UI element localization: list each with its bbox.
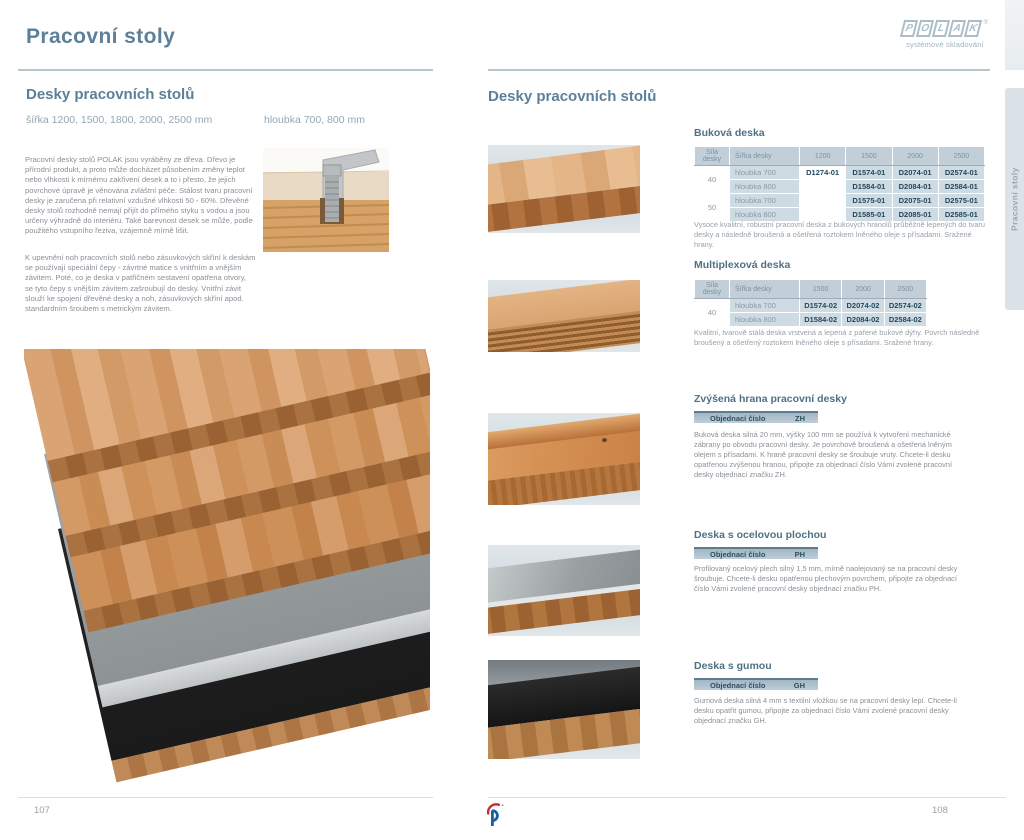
order-code-cell: D1584-01 <box>846 180 892 194</box>
column-header-width: 1500 <box>846 147 892 166</box>
thickness-cell: 40 <box>695 299 730 327</box>
zh-description: Buková deska silná 20 mm, výšky 100 mm se používá k vytvoření mechanické zábrany po obvodu pracovní desky. Je povrchově broušená a ošetřená lněným olejem s přísadami. K hraně pracovní desky se šroubuje vruty. Chcete-li desku opatřenou zvýšenou hranou, připojte za objednací číslo Vámi zvolené pracovní desky objednací značku ZH. <box>694 430 953 480</box>
order-code: GH <box>793 680 805 690</box>
polak-p-icon <box>486 802 506 828</box>
column-header-width: 1500 <box>800 280 842 299</box>
header-rule-left <box>18 69 433 71</box>
chapter-side-tab-label: Pracovní stoly <box>1009 167 1020 231</box>
steel-surface-board-photo <box>488 545 640 636</box>
section-title-multiplex: Multiplexová deska <box>694 259 791 271</box>
order-code-cell: D2585-01 <box>938 208 984 222</box>
column-header-sirka: Šířka desky <box>730 147 800 166</box>
depth-cell: hloubka 800 <box>730 180 800 194</box>
footer-rule-left <box>18 797 433 798</box>
right-edge-band <box>1005 0 1024 70</box>
section-title-bukova: Buková deska <box>694 127 765 139</box>
page-number-left: 107 <box>34 805 50 816</box>
multiplex-caption: Kvalitní, tvarově stálá deska vrstvená a lepená z pařené bukové dýhy. Povrch následně broušený a ošetřený roztokem lněného oleje s přísadami. Sražené hrany. <box>694 328 980 348</box>
order-code-cell: D2584-01 <box>938 180 984 194</box>
left-page-heading: Desky pracovních stolů <box>26 86 195 103</box>
depth-dimensions: hloubka 700, 800 mm <box>264 114 365 126</box>
depth-cell: hloubka 700 <box>730 299 800 313</box>
logo-letter: O <box>916 20 934 37</box>
order-code-cell: D1574-02 <box>800 299 842 313</box>
table-row <box>695 299 927 313</box>
order-code-cell: D1274-01 <box>800 166 846 180</box>
table-row <box>695 194 985 208</box>
order-number-label: Objednací číslo <box>710 680 766 690</box>
stacked-worktops-photo <box>24 349 430 795</box>
ph-order-bar <box>694 547 818 559</box>
header-rule-right <box>488 69 990 71</box>
table-row <box>695 180 985 194</box>
table-row <box>695 313 927 327</box>
width-dimensions: šířka 1200, 1500, 1800, 2000, 2500 mm <box>26 114 213 126</box>
intro-paragraph-2: K upevnění noh pracovních stolů nebo zásuvkových skříní k deskám se používají speciální čepy - závrtné matice s vnitřním a vnějším závitem. Poté, co je deska v patřičném sestavení opatřena otvory, se tyto čepy s vnějším závitem zašroubují do desky. Vnitřní závit slouží ke spojení dřevěné desky a noh, zásuvkových skříní apod. standardním šroubem s metrickým závitem. <box>25 253 256 313</box>
chapter-side-tab <box>1005 88 1024 310</box>
bukova-caption: Vysoce kvalitní, robustní pracovní deska z bukových hranolů průběžně lepených do tvaru desky a následně broušená a ošetřená roztokem lněného oleje s přísadami. Sražené hrany. <box>694 220 986 250</box>
column-header-sila: Síla desky <box>695 280 730 299</box>
logo-letter: A <box>948 20 966 37</box>
column-header-width: 2000 <box>842 280 884 299</box>
column-header-width: 2500 <box>884 280 926 299</box>
depth-cell: hloubka 700 <box>730 194 800 208</box>
column-header-width: 2000 <box>892 147 938 166</box>
table-row <box>695 166 985 180</box>
order-code-cell: D2084-01 <box>892 180 938 194</box>
logo-letter: K <box>964 20 982 37</box>
zh-order-bar <box>694 411 818 423</box>
order-code-cell <box>800 194 846 208</box>
order-code-cell: D2084-02 <box>842 313 884 327</box>
column-header-sirka: Šířka desky <box>730 280 800 299</box>
order-code: PH <box>794 549 805 559</box>
raised-edge-board-photo <box>488 413 640 505</box>
order-code-cell: D2074-01 <box>892 166 938 180</box>
order-code-cell: D2574-02 <box>884 299 926 313</box>
column-header-sila: Síla desky <box>695 147 730 166</box>
intro-paragraph-1: Pracovní desky stolů POLAK jsou vyráběny ze dřeva. Dřevo je přírodní produkt, a proto může docházet působením změny teplot nebo vlhkosti k mírnému zakřivení desek a to i přesto, že jejich povrchové úpravě je věnována zvláštní péče. Stálost tvaru pracovní desky je zaručena při relativní vzdušné vlhkosti 50 - 60%. Dřevěné desky stolů rozhodně nemají přijít do přímého styku s vodou a jsou určeny výhradně do interiéru. Také barevnost desek se může, podle použitého vstupního řeziva, vzájemně mírně lišit. <box>25 155 253 236</box>
order-code-cell: D2584-02 <box>884 313 926 327</box>
gh-order-bar <box>694 678 818 690</box>
multiplex-order-table <box>694 279 927 327</box>
order-code-cell: D1585-01 <box>846 208 892 222</box>
section-title-zh: Zvýšená hrana pracovní desky <box>694 393 847 405</box>
page-title: Pracovní stoly <box>26 25 176 48</box>
depth-cell: hloubka 800 <box>730 313 800 327</box>
thickness-cell: 50 <box>695 194 730 222</box>
page-number-right: 108 <box>932 805 948 816</box>
fastener-detail-photo <box>263 148 389 252</box>
multiplex-board-photo <box>488 280 640 352</box>
order-code-cell: D2085-01 <box>892 208 938 222</box>
registered-mark: ® <box>983 20 988 26</box>
depth-cell: hloubka 800 <box>730 208 800 222</box>
order-number-label: Objednací číslo <box>710 413 766 423</box>
order-code-cell <box>800 180 846 194</box>
order-code-cell: D1575-01 <box>846 194 892 208</box>
ph-description: Profilovaný ocelový plech silný 1,5 mm, mírně naolejovaný se na pracovní desky šroubuje. Chcete-li desku opatřenou plechovým povrchem, připojte za objednací číslo Vámi zvolené pracovní desky objednací značku PH. <box>694 564 958 594</box>
beech-board-photo <box>488 145 640 233</box>
polak-logo <box>902 20 988 49</box>
rubber-surface-board-photo <box>488 660 640 759</box>
thickness-cell: 40 <box>695 166 730 194</box>
logo-letter: L <box>932 20 950 37</box>
logo-letter: P <box>900 20 918 37</box>
order-number-label: Objednací číslo <box>710 549 766 559</box>
footer-rule-right <box>488 797 1006 798</box>
column-header-width: 1200 <box>800 147 846 166</box>
depth-cell: hloubka 700 <box>730 166 800 180</box>
polak-logo-letters <box>902 20 988 37</box>
bukova-order-table <box>694 146 985 222</box>
order-code-cell: D1584-02 <box>800 313 842 327</box>
section-title-ph: Deska s ocelovou plochou <box>694 529 827 541</box>
gh-description: Gumová deska silná 4 mm s textilní vložkou se na pracovní desky lepí. Chcete-li desku opatřit gumou, připojte za objednací číslo Vámi zvolené pracovní desky objednací značku GH. <box>694 696 957 726</box>
right-page-heading: Desky pracovních stolů <box>488 88 657 105</box>
order-code-cell: D2574-01 <box>938 166 984 180</box>
column-header-width: 2500 <box>938 147 984 166</box>
order-code-cell: D1574-01 <box>846 166 892 180</box>
section-title-gh: Deska s gumou <box>694 660 772 672</box>
order-code-cell: D2575-01 <box>938 194 984 208</box>
order-code-cell: D2075-01 <box>892 194 938 208</box>
fastener-detail-illustration <box>263 148 389 252</box>
brand-tagline: systémové skladování <box>906 40 984 49</box>
order-code: ZH <box>795 413 805 423</box>
order-code-cell: D2074-02 <box>842 299 884 313</box>
